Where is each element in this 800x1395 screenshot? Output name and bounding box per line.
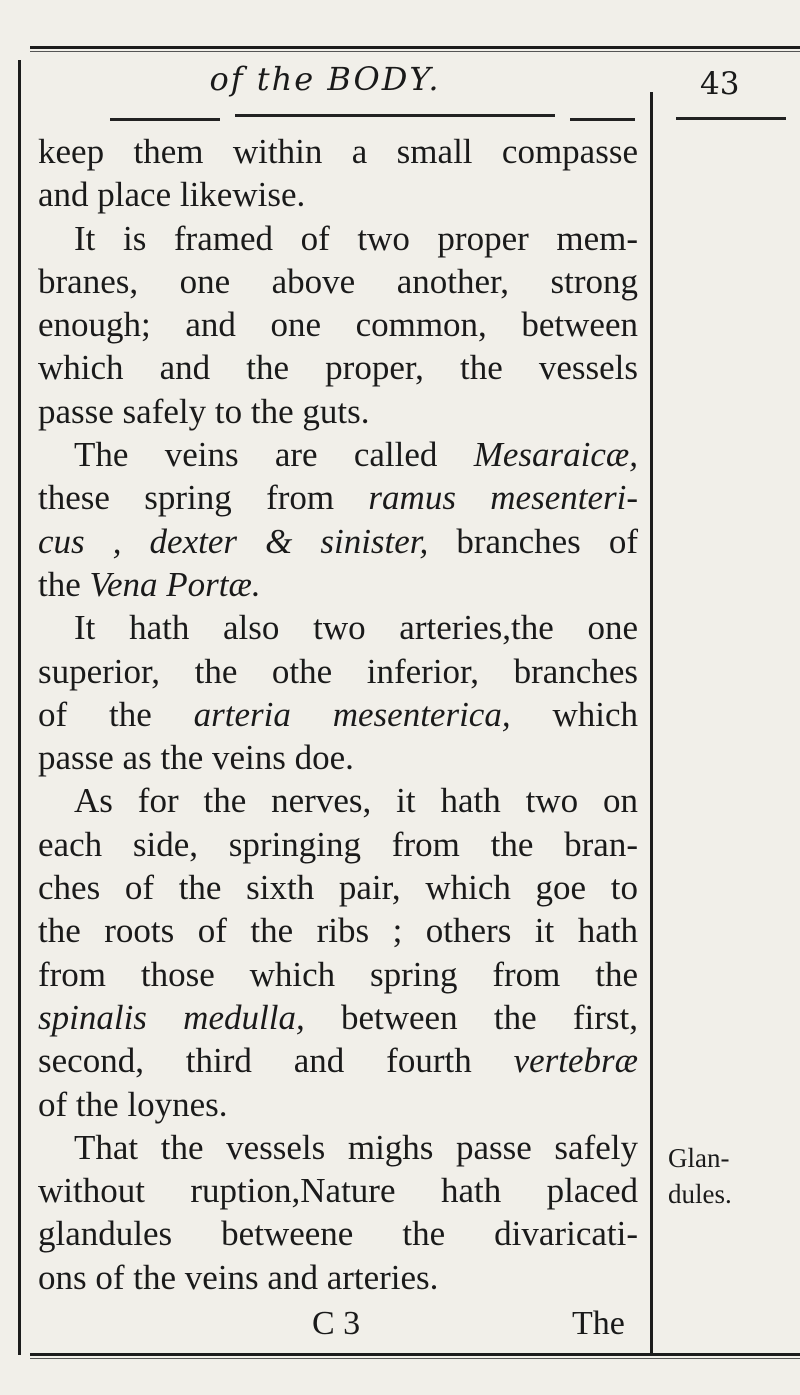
- margin-note-line: dules.: [668, 1179, 732, 1209]
- text-span: of the: [38, 694, 194, 734]
- text-span: ches of the sixth pair, which goe to: [38, 868, 638, 908]
- italic-text: ramus mesenteri-: [368, 478, 638, 518]
- text-line: [38, 953, 638, 996]
- top-rule-thin: [30, 51, 800, 52]
- text-line: [38, 476, 638, 519]
- bottom-rule: [30, 1353, 800, 1356]
- text-span: enough; and one common, between: [38, 305, 638, 345]
- body-text: [38, 130, 638, 1299]
- page-number: 43: [700, 66, 740, 102]
- text-line: [38, 130, 638, 173]
- text-line: [38, 1256, 638, 1299]
- text-span: That the vessels mighs passe safely: [74, 1127, 638, 1167]
- text-span: ons of the veins and arteries.: [38, 1257, 439, 1297]
- text-line: [38, 260, 638, 303]
- margin-note: [668, 1140, 778, 1212]
- catchword: The: [572, 1305, 625, 1342]
- text-line: [38, 303, 638, 346]
- text-line: [38, 1212, 638, 1255]
- text-span: It is framed of two proper mem-: [74, 218, 638, 258]
- running-head: of the BODY.: [209, 60, 441, 98]
- text-line: [38, 866, 638, 909]
- text-line: [38, 779, 638, 822]
- italic-text: Vena Portæ.: [89, 564, 261, 604]
- text-span: without ruption,Nature hath placed: [38, 1171, 638, 1211]
- text-span: keep them within a small compasse: [38, 132, 638, 171]
- text-line: [38, 173, 638, 216]
- text-span: each side, springing from the bran-: [38, 824, 638, 864]
- margin-rule: [650, 92, 653, 1355]
- text-span: between the first,: [304, 997, 638, 1037]
- text-span: these spring from: [38, 478, 369, 518]
- header-ornament-center: [235, 114, 555, 117]
- text-line: [38, 433, 638, 476]
- header-ornament-right: [570, 118, 635, 121]
- header-ornament-left: [110, 118, 220, 121]
- text-line: [38, 390, 638, 433]
- text-line: [38, 996, 638, 1039]
- italic-text: vertebræ: [513, 1041, 638, 1081]
- text-line: [38, 606, 638, 649]
- text-span: passe safely to the guts.: [38, 391, 370, 431]
- text-span: the: [38, 564, 90, 604]
- text-span: second, third and fourth: [38, 1041, 514, 1081]
- text-span: the roots of the ribs ; others it hath: [38, 911, 638, 951]
- page-number-underline: [676, 117, 786, 120]
- italic-text: spinalis medulla,: [38, 997, 305, 1037]
- text-span: branes, one above another, strong: [38, 261, 638, 301]
- text-span: which and the proper, the vessels: [38, 348, 638, 388]
- text-span: which: [510, 694, 638, 734]
- top-rule: [30, 46, 800, 49]
- text-line: [38, 909, 638, 952]
- margin-note-line: Glan-: [668, 1143, 730, 1173]
- italic-text: cus , dexter & sinister,: [38, 521, 429, 561]
- text-span: of the loynes.: [38, 1084, 228, 1124]
- text-span: from those which spring from the: [38, 954, 638, 994]
- text-span: The veins are called: [74, 435, 474, 475]
- italic-text: Mesaraicæ,: [473, 435, 638, 475]
- text-line: [38, 1039, 638, 1082]
- text-span: superior, the othe inferior, branches: [38, 651, 638, 691]
- text-line: [38, 1083, 638, 1126]
- bottom-rule-thin: [30, 1358, 800, 1359]
- text-line: [38, 823, 638, 866]
- italic-text: arteria mesenterica,: [193, 694, 511, 734]
- text-line: [38, 217, 638, 260]
- signature-mark: C 3: [312, 1305, 361, 1342]
- text-span: branches of: [428, 521, 638, 561]
- text-span: and place likewise.: [38, 175, 306, 215]
- left-rule: [18, 60, 21, 1355]
- text-line: [38, 520, 638, 563]
- text-line: [38, 693, 638, 736]
- text-span: It hath also two arteries,the one: [74, 608, 638, 648]
- text-line: [38, 1126, 638, 1169]
- text-line: [38, 346, 638, 389]
- text-line: [38, 736, 638, 779]
- text-line: [38, 1169, 638, 1212]
- text-span: As for the nerves, it hath two on: [74, 781, 638, 821]
- text-line: [38, 563, 638, 606]
- text-span: glandules betweene the divaricati-: [38, 1214, 638, 1254]
- text-span: passe as the veins doe.: [38, 738, 354, 778]
- text-line: [38, 650, 638, 693]
